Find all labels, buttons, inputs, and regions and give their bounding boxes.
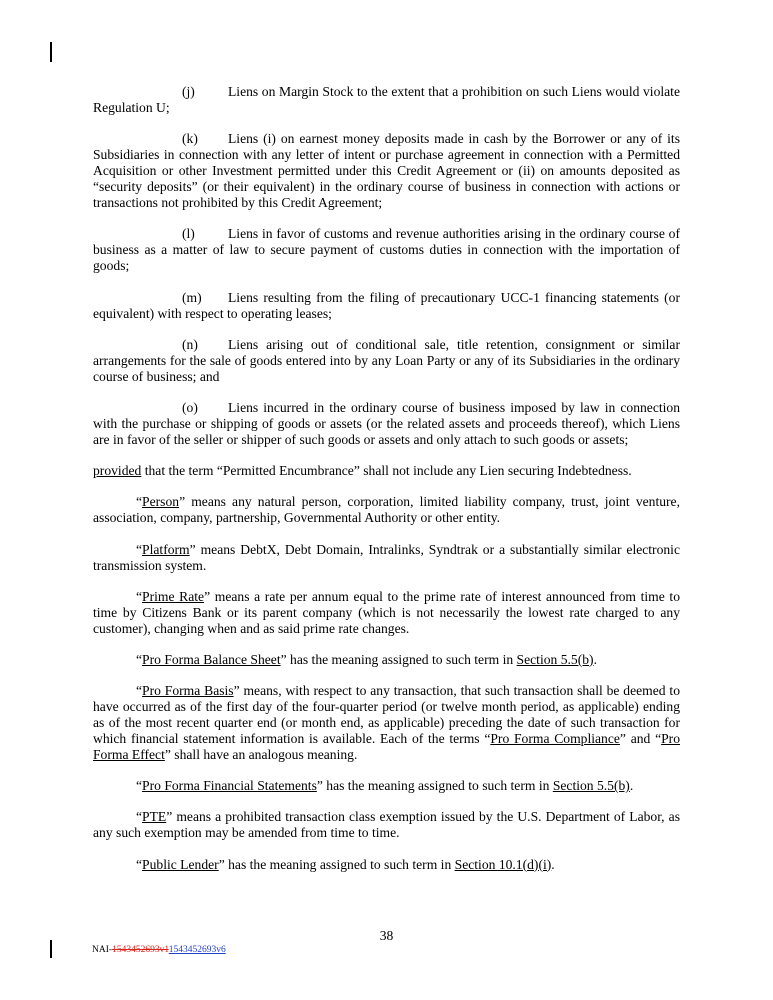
definition-text: ” means, with respect to any transaction, that such transaction shall be deemed to have occurred as of the first day of the four-quarter period (or twelve month period, as applicable) ending as of the most recent quarter end (or month end, as applicable) preceding the date of such transaction for which financial statement information is available. Each of the terms “ [93,683,680,747]
definition-public-lender: “Public Lender” has the meaning assigned to such term in Section 10.1(d)(i). [136,856,555,872]
defined-term: Pro Forma Effect [93,731,680,763]
definition-prime-rate: “Prime Rate” means a rate per annum equal to the prime rate of interest announced from time to time by Citizens Bank or its parent company (which is not necessarily the lowest rate charged to any customer), changing when and as said prime rate changes. [93,588,681,636]
clause-n [93,337,680,385]
doc-id-old-struck: 1543452693v1 [112,945,169,955]
section-reference: Section 5.5(b) [516,651,594,667]
clause-text: Liens resulting from the filing of precautionary UCC-1 financing statements (or equivalent) with respect to operating leases; [93,289,680,321]
document-body [93,84,680,888]
defined-term: Pro Forma Financial Statements [142,778,317,794]
definition-text: ” means a rate per annum equal to the prime rate of interest announced from time to time by Citizens Bank or its parent company (which is not necessarily the lowest rate charged to any customer), changing when and as said prime rate changes. [93,588,681,636]
section-reference: Section 10.1(d)(i) [454,856,552,872]
clause-m [93,290,680,322]
clause-number: (n) [182,336,198,352]
definition-pte: “PTE” means a prohibited transaction class exemption issued by the U.S. Department of Labor, as any such exemption may be amended from time to time. [93,809,680,841]
clause-text: Liens in favor of customs and revenue authorities arising in the ordinary course of business as a matter of law to secure payment of customs duties in connection with the importation of goods; [93,226,680,274]
proviso-text: that the term “Permitted Encumbrance” shall not include any Lien securing Indebtedness. [141,463,632,479]
definition-text: ” shall have an analogous meaning. [164,747,358,763]
definition-text: ” has the meaning assigned to such term in [218,856,455,872]
clause-number: (k) [182,131,198,147]
clause-text: Liens on Margin Stock to the extent that a prohibition on such Liens would violate Regulation U; [93,84,680,115]
document-id-footer [92,944,226,956]
doc-id-new: 1543452693v6 [168,945,226,955]
definition-pro-forma-balance-sheet: “Pro Forma Balance Sheet” has the meaning assigned to such term in Section 5.5(b). [136,651,597,667]
left-margin-bar-top [50,42,52,62]
proviso [93,463,680,479]
clause-number: (j) [182,84,195,99]
clause-o [93,400,680,448]
section-reference: Section 5.5(b) [552,778,630,794]
defined-term: Person [142,494,180,510]
definition-pro-forma-financial-statements: “Pro Forma Financial Statements” has the meaning assigned to such term in Section 5.5(b). [136,778,634,794]
definition-text: ” means any natural person, corporation, limited liability company, trust, joint venture, association, company, partnership, Governmental Authority or other entity. [93,494,680,526]
defined-term: Pro Forma Balance Sheet [142,651,281,667]
definition-text: ” has the meaning assigned to such term in [316,778,553,794]
definition-text: ” means DebtX, Debt Domain, Intralinks, Syndtrak or a substantially similar electronic transmission system. [93,541,680,573]
definition-text: ” has the meaning assigned to such term in [280,651,517,667]
definition-text: ” means a prohibited transaction class exemption issued by the U.S. Department of Labor, as any such exemption may be amended from time to time. [93,809,680,841]
clause-text: Liens (i) on earnest money deposits made in cash by the Borrower or any of its Subsidiaries in connection with any letter of intent or purchase agreement in connection with a Permitted Acquisition or other Investment permitted under this Credit Agreement or (ii) on amounts deposited as “security deposits” (or their equivalent) in the ordinary course of business in connection with actions or transactions not prohibited by this Credit Agreement; [93,131,680,211]
page-number: 38 [379,928,394,943]
defined-term: Public Lender [142,856,219,872]
defined-term: Pro Forma Compliance [490,731,620,747]
clause-text: Liens arising out of conditional sale, title retention, consignment or similar arrangements for the sale of goods entered into by any Loan Party or any of its Subsidiaries in the ordinary course of business; and [93,336,680,384]
defined-term: Platform [142,541,190,557]
clause-text: Liens incurred in the ordinary course of business imposed by law in connection with the purchase or shipping of goods or assets (or the related assets and proceeds thereof), which Liens are in favor of the seller or shipper of such goods or assets and only attach to such goods or assets; [93,399,680,447]
definition-platform: “Platform” means DebtX, Debt Domain, Intralinks, Syndtrak or a substantially similar electronic transmission system. [93,541,680,573]
proviso-lead: provided [93,463,142,479]
defined-term: Pro Forma Basis [142,683,234,699]
definition-person: “Person” means any natural person, corporation, limited liability company, trust, joint venture, association, company, partnership, Governmental Authority or other entity. [93,494,680,526]
defined-term: Prime Rate [142,588,205,604]
clause-number: (l) [182,226,195,242]
clause-number: (o) [182,399,198,415]
clause-number: (m) [182,289,202,305]
clause-j [93,84,680,116]
clause-k [93,131,680,211]
definition-pro-forma-basis: “Pro Forma Basis” means, with respect to any transaction, that such transaction shall be deemed to have occurred as of the first day of the four-quarter period (or twelve month period, as applicable) ending as of the most recent quarter end (or month end, as applicable) preceding the date of such transaction for which financial statement information is available. Each of the terms “Pro Forma Compliance” and “Pro Forma Effect” shall have an analogous meaning. [93,683,680,763]
doc-id-prefix: NAI- [92,945,113,955]
defined-term: PTE [142,809,167,825]
clause-l [93,226,680,274]
